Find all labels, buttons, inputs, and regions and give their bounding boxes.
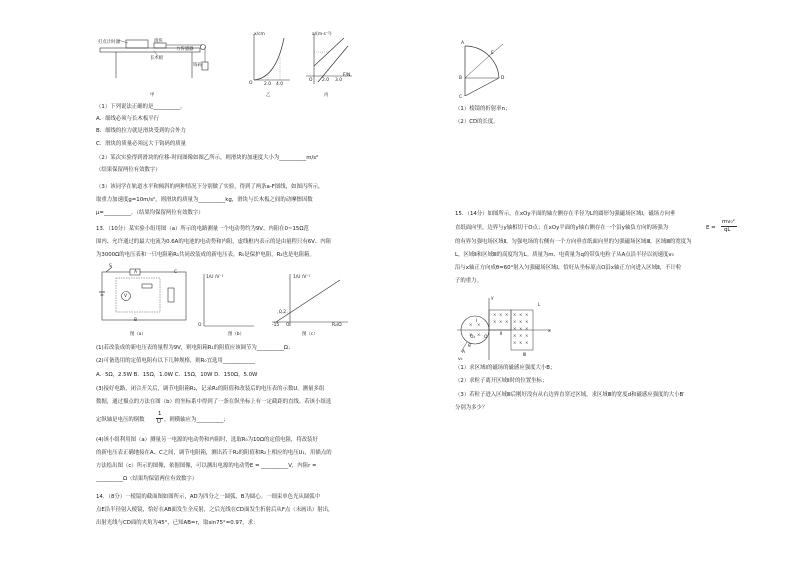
q12-option-a: A．细线必须与长木板平行 xyxy=(96,116,159,122)
q15-line3: 的有界匀强电场区域Ⅱ，匀强电场的右侧有一个方向垂直纸面向里的匀强磁场区域Ⅲ，区域Ⅲ的宽度为 xyxy=(455,239,692,245)
q12-part3-line1: （3）该同学在轨道水平和倾斜的两种情况下分别做了实验，得到了两条a-F图线，如图丙所示， xyxy=(96,184,324,190)
q15-line6: 子的重力。 xyxy=(455,278,482,284)
resistor-r2 xyxy=(168,288,174,302)
q13-part3-line1: (3)接好电路，闭合开关后，调节电阻箱R₂，记录R₂的阻值和改装后的电压表的示数U。测量多组 xyxy=(96,386,325,392)
svg-text:×: × xyxy=(493,312,497,317)
sensor-label: 力传感器 xyxy=(176,47,194,52)
prism-figure xyxy=(455,40,515,104)
q13-part4-line3: 方法绘出图（c）所示的图像，依据图像，可以测出电源的电动势E = __________V，内阻r = xyxy=(96,463,317,469)
q13-part2: (2)可备选用的定值电阻有以下几种规格，则R₀宜选用____________ xyxy=(96,358,256,364)
svg-text:×: × xyxy=(505,312,509,317)
svg-text:×: × xyxy=(513,312,517,317)
field-label-l: L xyxy=(538,303,541,308)
field-label-v0: v₀ xyxy=(458,357,463,362)
svg-text:×: × xyxy=(513,326,517,331)
fraction-denominator: U xyxy=(157,419,161,425)
resistor-r1 xyxy=(142,284,152,288)
q14-part2: （2）CD的长度。 xyxy=(455,119,499,125)
svg-text:×: × xyxy=(525,319,529,324)
svg-text:×: × xyxy=(469,332,473,337)
board-label: 长木板 xyxy=(150,56,164,61)
e-field-denominator: qL xyxy=(724,227,731,233)
q13-part3-line3b: ，则横轴应为__________； xyxy=(164,417,229,423)
circuit-caption-a: 图（a） xyxy=(130,332,146,337)
svg-text:×: × xyxy=(525,333,529,338)
field-label-y: y xyxy=(491,296,494,301)
circuit-label-b: B xyxy=(134,318,138,323)
svg-text:×: × xyxy=(519,312,523,317)
svg-text:×: × xyxy=(519,340,523,345)
field-label-ii: Ⅱ xyxy=(500,332,503,337)
graph-bing-caption: 丙 xyxy=(324,93,329,98)
q12-part3-line3: μ=__________。（结果均保留两位有效数字） xyxy=(96,210,204,216)
graph-yi-origin: O xyxy=(249,81,253,86)
q13-part2-options: A．5Ω，2.5W B．15Ω，1.0W C．15Ω，10W D．150Ω，5.0W xyxy=(96,372,258,378)
q13-line2: 围内、允许通过的最大电流为0.6A的电池的电动势和内阻，虚线框内表示的是由量程只有6V、内阻 xyxy=(96,239,332,245)
svg-text:×: × xyxy=(505,319,509,324)
q14-line3: 出射光线与CD面的夹角为45°，已知AB=r，取sin75°=0.97，求： xyxy=(96,520,259,526)
graph-c-origin: O xyxy=(286,323,290,328)
graph-yi-tick: 2.0 xyxy=(264,82,271,87)
prism-label-b: B xyxy=(459,76,463,81)
graph-c-xlabel: R₂/Ω xyxy=(332,323,342,328)
graph-bing-xlabel: F/N xyxy=(343,73,351,78)
circuit-label-s: S xyxy=(109,264,112,269)
svg-text:×: × xyxy=(499,319,503,324)
q13-part3-line3: 定纵轴是电压的倒数 xyxy=(96,417,145,423)
q12-part2-line1: （2）某次实验得到滑块的位移-时间图像如图乙所示，则滑块的加速度大小为__________m/s² xyxy=(96,155,319,161)
q13-line3: 为3000Ω的电压表和一只电阻箱R₁共同改装成的新电压表，R₀是保护电阻，R₂也是电阻箱。 xyxy=(96,252,315,258)
field-x-marks xyxy=(469,312,528,345)
prism-label-a: A xyxy=(461,41,465,46)
q13-part4-line1: (4)该小组利用图（a）测量另一电源的电动势和内阻时，选取R₀为10Ω的定值电阻，将改装好 xyxy=(96,437,318,443)
circuit-label-c: C xyxy=(174,270,178,275)
q14-part1: （1）棱镜的折射率n； xyxy=(455,106,511,112)
svg-text:×: × xyxy=(519,319,523,324)
q15-line5: 沿与x轴正方向成θ=60°射入匀强磁场区域I，恰好从坐标原点O沿x轴正方向进入区域Ⅱ，不计粒 xyxy=(455,265,682,271)
field-label-i: I xyxy=(476,319,478,324)
curve xyxy=(254,38,284,80)
q12-part3-line2: 取重力加速度g=10m/s²，则滑块的质量为__________kg，滑块与长木板之间的动摩擦因数 xyxy=(96,197,313,203)
graph-c-ylabel: 1/U /V⁻¹ xyxy=(293,275,311,280)
svg-text:×: × xyxy=(469,322,473,327)
svg-text:×: × xyxy=(519,326,523,331)
svg-text:×: × xyxy=(513,333,517,338)
graph-yi-ylabel: x/cm xyxy=(254,32,265,37)
field-label-o: O xyxy=(484,335,488,340)
svg-text:×: × xyxy=(499,312,503,317)
graph-c-xintercept: -15 xyxy=(272,323,280,328)
e-field-numerator: mv₀² xyxy=(722,219,735,225)
e-field-prefix: E = xyxy=(706,225,716,231)
q13-part3-line2: 数据，通过描点的方法在图（b）的坐标系中得到了一条在纵坐标上有一定截距的直线。若该小组选 xyxy=(96,399,332,405)
graph-yi-caption: 乙 xyxy=(266,93,271,98)
svg-text:×: × xyxy=(477,322,481,327)
graph-yi-tick: 4.0 xyxy=(276,82,283,87)
q12-part1: （1）下列说法正确的是__________。 xyxy=(96,104,186,110)
q13-line1: 13．（10分）某实验小组用图（a）所示的电路测量一个电动势约为9V、内阻在0~15Ω范 xyxy=(96,226,309,232)
graph-b-origin: O xyxy=(198,323,202,328)
fraction-numerator: 1 xyxy=(158,411,162,417)
graph-b-ylabel: 1/U /V⁻¹ xyxy=(206,275,224,280)
fig-jia-caption: 甲 xyxy=(150,93,155,98)
q12-option-b: B．细线的拉力就是滑块受到的合外力 xyxy=(96,128,186,134)
q13-part1: (1)若改装成的新电压表的量程为9V，则电阻箱R₁的阻值应该调节为__________Ω； xyxy=(96,345,294,351)
q14-line2: 点E沿半径射入棱镜，恰好在AB面发生全反射，之后光线在CD面发生折射后从F点（未画出）射出， xyxy=(96,507,334,513)
field-label-iii: Ⅲ xyxy=(523,353,527,358)
field-label-o1: O₁ xyxy=(470,335,476,340)
q13-part4-line2: 的新电压表正确地接在A、C之间，调节电阻箱，测出若干R₂的阻值和R₂上相应的电压U₁，用描点的 xyxy=(96,450,332,456)
svg-text:×: × xyxy=(525,340,529,345)
graph-b-caption: 图（b） xyxy=(228,332,244,337)
prism-label-e: E xyxy=(491,51,494,56)
svg-text:×: × xyxy=(519,333,523,338)
graph-bing-origin: O xyxy=(309,78,313,83)
svg-text:×: × xyxy=(525,312,529,317)
q12-option-c: C．滑块的质量必须远大于钩码的质量 xyxy=(96,141,187,147)
q15-line1: 15．（14分）如图所示，在xOy平面的轴左侧存在半径为L的圆形匀强磁场区域I，磁场方向垂 xyxy=(455,211,676,217)
graph-bing-ylabel: a/(m·s⁻²) xyxy=(312,32,332,37)
weight-label: 钩码 xyxy=(193,63,202,68)
q15-part3-line1: （3）若粒子进入区域Ⅲ后刚好没有从右边界直穿过区域，求区域Ⅲ的宽度d和磁感应强度的大小B′ xyxy=(455,392,685,398)
field-label-x: x xyxy=(548,329,551,334)
q15-line4: L，区域Ⅱ和区域Ⅲ的高度均为L。质量为m、电荷量为q的带负电粒子从A点沿半径以初速度v₀ xyxy=(455,252,674,258)
q15-line2: 直纸面向里，边界与y轴相切于O点；在xOy平面的y轴右侧存在一个沿y轴负方向的场强为 xyxy=(455,225,669,231)
q15-part1: （1）求区域I的磁场的磁感应强度大小B； xyxy=(455,365,556,371)
field-label-theta: θ xyxy=(468,344,471,349)
light-ray xyxy=(465,56,489,78)
prism-label-d: D xyxy=(501,76,505,81)
weight-block xyxy=(202,62,208,70)
svg-text:×: × xyxy=(493,319,497,324)
side-cd xyxy=(465,78,499,96)
timer-box xyxy=(126,40,148,48)
q15-part2: （2）求粒子离开区域Ⅱ时的位置坐标； xyxy=(455,378,548,384)
svg-text:×: × xyxy=(513,340,517,345)
graph-figure-b xyxy=(196,272,256,330)
q13-part4-line4: __________Ω（结果均保留两位有效数字） xyxy=(96,476,198,482)
q14-line1: 14．（8分）一棱镜的截面图如图所示，AD为四分之一圆弧，B为圆心。一细束单色光从圆弧中 xyxy=(96,494,320,500)
circuit-label-a: A xyxy=(134,270,138,275)
graph-c-intercept: 0.2 xyxy=(279,310,286,315)
q12-part2-line2: （结果保留两位有效数字） xyxy=(96,167,161,173)
graph-bing-tick: 3.0 xyxy=(335,78,342,83)
svg-text:×: × xyxy=(513,319,517,324)
svg-text:×: × xyxy=(477,332,481,337)
graph-bing-tick: 2.0 xyxy=(322,78,329,83)
circuit-label-v: V xyxy=(124,294,128,299)
prism-label-c: C xyxy=(459,95,463,100)
q15-part3-line2: 分别为多少？ xyxy=(455,405,488,411)
graph-c-caption: 图（c） xyxy=(302,332,318,337)
svg-text:×: × xyxy=(525,326,529,331)
field-label-a: A xyxy=(462,350,466,355)
slider-label: 滑块 xyxy=(154,39,163,44)
timer-label: 打点计时器 xyxy=(98,40,120,45)
graph-yi xyxy=(246,32,292,88)
